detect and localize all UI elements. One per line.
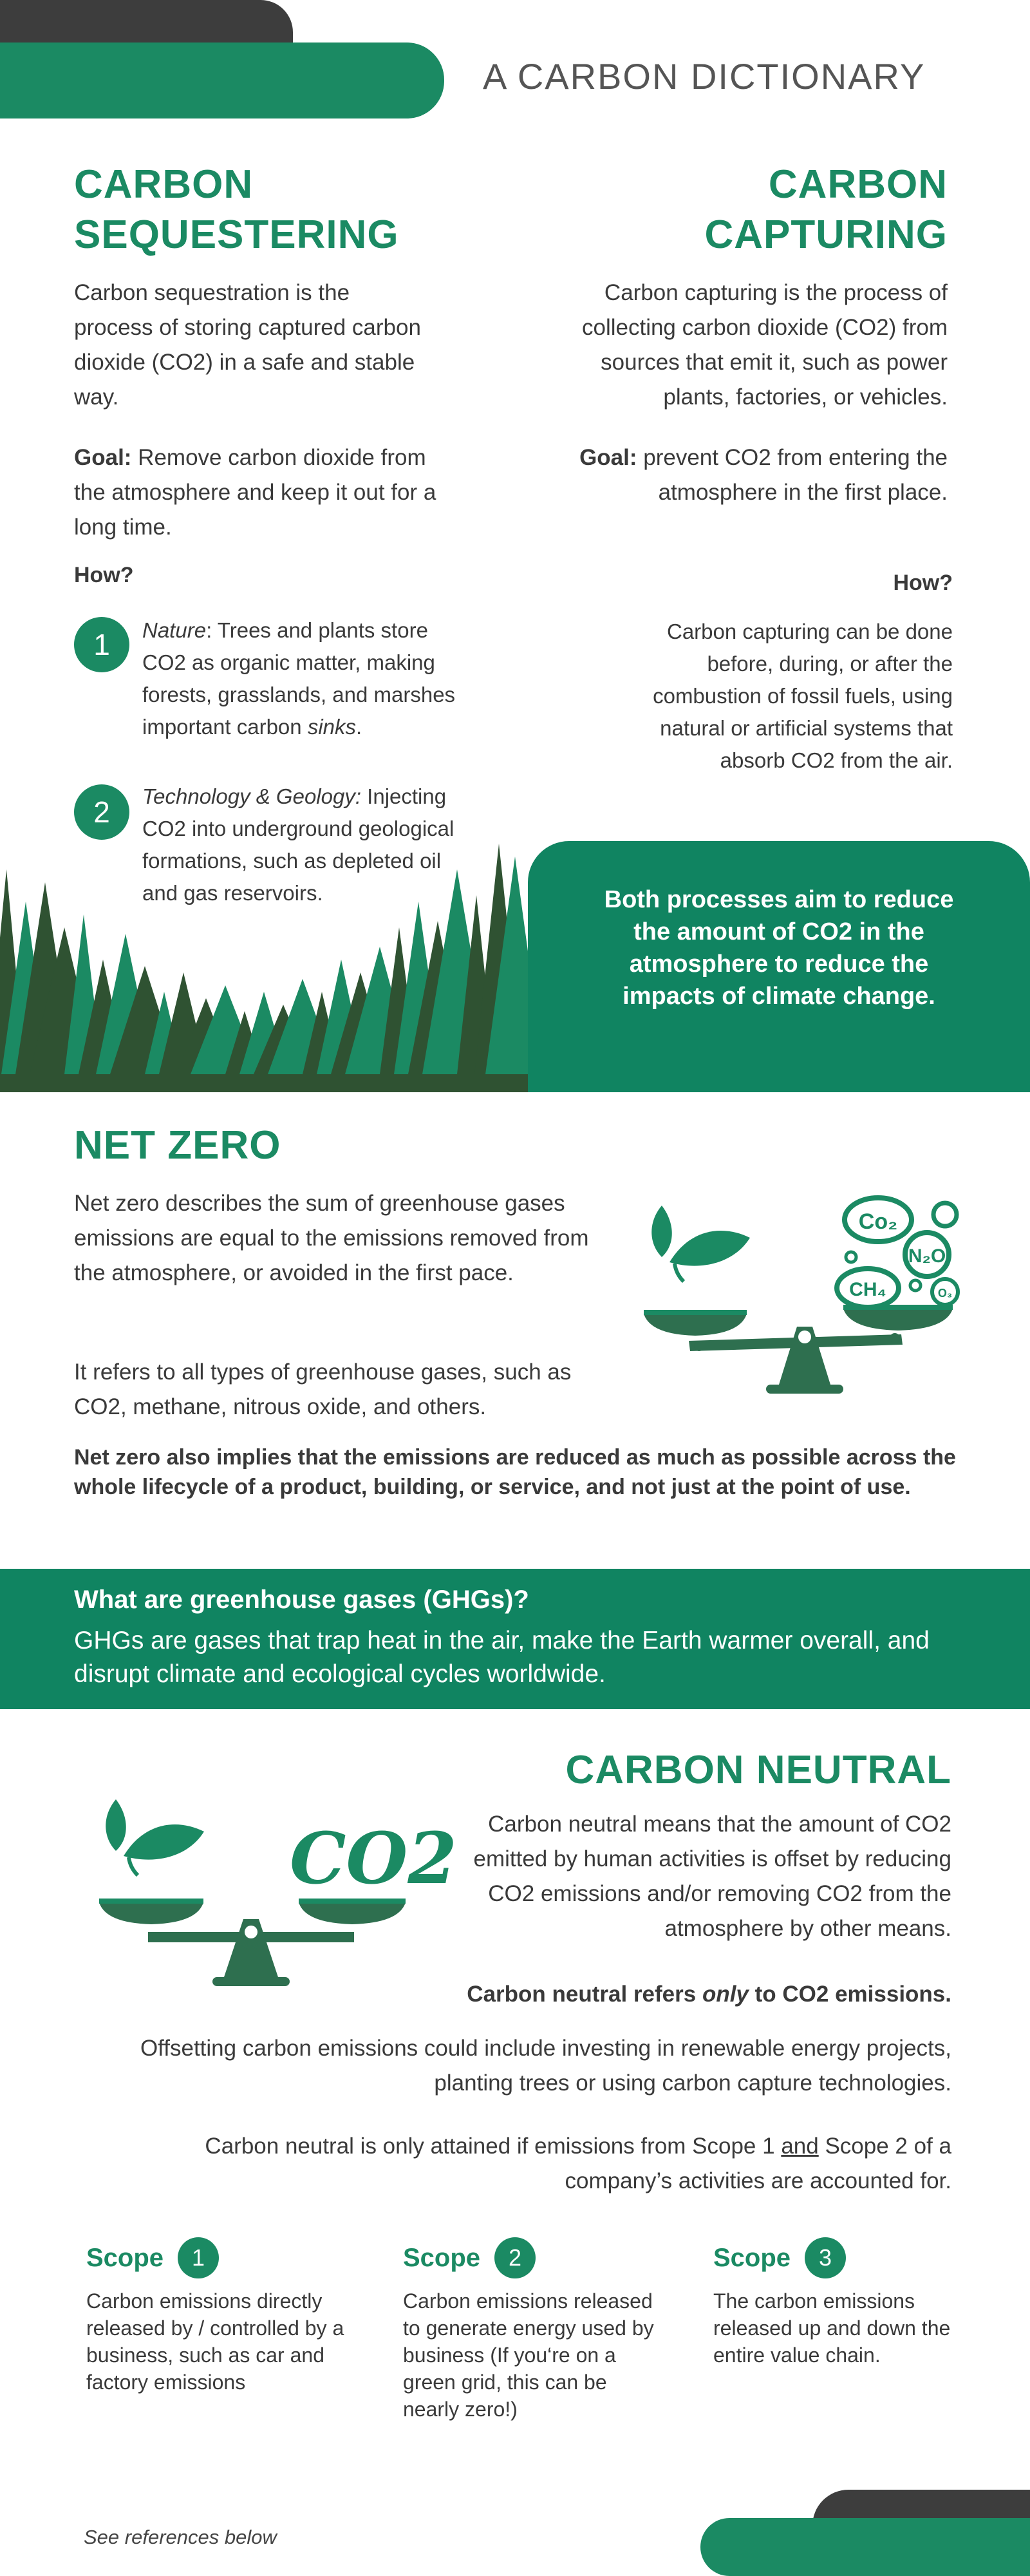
scope-3-label: Scope — [713, 2243, 791, 2272]
forest-ground — [0, 1072, 528, 1092]
carbon-neutral-p4-and: and — [781, 2134, 819, 2159]
carbon-neutral-scale-icon — [90, 1797, 457, 1990]
capturing-how-label: How? — [893, 571, 953, 595]
capturing-title-line2: CAPTURING — [704, 213, 948, 257]
carbon-neutral-p4 — [102, 2129, 951, 2199]
capturing-goal — [548, 440, 948, 510]
sequestering-section — [74, 160, 499, 588]
scope-2 — [403, 2237, 673, 2423]
sequestering-title-line1: CARBON — [74, 162, 254, 207]
both-processes-text: Both processes aim to reduce the amount of CO2 in the atmosphere to reduce the impacts of climate change. — [604, 886, 954, 1010]
carbon-neutral-p2 — [467, 1977, 951, 2012]
nature-end: . — [356, 715, 362, 739]
net-zero-scale-icon — [637, 1191, 972, 1404]
header-green-bar — [0, 43, 444, 118]
scope-3-number: 3 — [805, 2237, 846, 2278]
ghg-answer: GHGs are gases that trap heat in the air, make the Earth warmer overall, and disrupt climate and ecological cycles worldwide. — [74, 1627, 930, 1688]
sequestering-title-line2: SEQUESTERING — [74, 213, 399, 257]
scope-2-label: Scope — [403, 2243, 481, 2272]
net-zero-title: NET ZERO — [74, 1123, 281, 1168]
scope-1-label: Scope — [86, 2243, 164, 2272]
co2-icon-label: CO2 — [290, 1817, 457, 1900]
capturing-title-line1: CARBON — [768, 162, 948, 207]
references-note: See references below — [84, 2526, 277, 2548]
ghg-question: What are greenhouse gases (GHGs)? — [74, 1586, 529, 1614]
capturing-description: Carbon capturing is the process of collecting carbon dioxide (CO2) from sources that emit it, such as power plants, factories, or vehicles. — [581, 280, 948, 410]
scope-3 — [713, 2237, 971, 2369]
scope-3-text: The carbon emissions released up and down the entire value chain. — [713, 2289, 951, 2367]
sequestering-description: Carbon sequestration is the process of storing captured carbon dioxide (CO2) in a safe and stable way. — [74, 280, 421, 410]
carbon-neutral-p2-a: Carbon neutral refers — [467, 1982, 702, 2007]
carbon-neutral-p1: Carbon neutral means that the amount of CO2 emitted by human activities is offset by reducing CO2 emissions and/or removing CO2 from the atmosphere by other means. — [473, 1812, 951, 1941]
carbon-neutral-p2-only: only — [702, 1982, 749, 2007]
technology-text: Injecting CO2 into underground geological formations, such as depleted oil and gas reservoirs. — [142, 784, 454, 905]
scope-2-number: 2 — [494, 2237, 536, 2278]
nature-italic: Nature — [142, 618, 207, 642]
sequestering-item-1-text — [142, 614, 477, 743]
technology-italic: Technology & Geology: — [142, 784, 362, 808]
sequestering-goal-text: Remove carbon dioxide from the atmosphere and keep it out for a long time. — [74, 445, 436, 540]
scope-1 — [86, 2237, 357, 2396]
carbon-neutral-p3: Offsetting carbon emissions could include investing in renewable energy projects, planting trees or using carbon capture technologies. — [140, 2036, 951, 2096]
forest-trees — [0, 844, 545, 1074]
page-title: A CARBON DICTIONARY — [483, 56, 926, 97]
gas-label-o3: O₃ — [937, 1287, 953, 1300]
gas-label-co2: Co₂ — [858, 1209, 898, 1234]
nature-text: : Trees and plants store CO2 as organic matter, making forests, grasslands, and marshes important carbon — [142, 618, 456, 739]
capturing-goal-text: prevent CO2 from entering the atmosphere in the first place. — [637, 445, 948, 505]
number-badge-2: 2 — [74, 784, 129, 840]
sequestering-goal — [74, 440, 454, 545]
sequestering-title — [74, 160, 499, 260]
scope-1-text: Carbon emissions directly released by / controlled by a business, such as car and factory emissions — [86, 2289, 344, 2394]
capturing-how-text: Carbon capturing can be done before, during, or after the combustion of fossil fuels, using natural or artificial systems that absorb CO2 from the air. — [653, 620, 953, 772]
carbon-neutral-p4-b: Scope 2 of a company’s activities are accounted for. — [565, 2134, 951, 2193]
net-zero-p1: Net zero describes the sum of greenhouse gases emissions are equal to the emissions removed from the atmosphere, or avoided in the first pace. — [74, 1191, 589, 1285]
number-badge-1: 1 — [74, 617, 129, 672]
sequestering-how-label: How? — [74, 563, 134, 587]
net-zero-p2: It refers to all types of greenhouse gases, such as CO2, methane, nitrous oxide, and others. — [74, 1359, 572, 1419]
capturing-section — [541, 160, 948, 510]
scope-1-number: 1 — [178, 2237, 219, 2278]
carbon-neutral-p2-b: to CO2 emissions. — [748, 1982, 951, 2007]
footer-green-bar — [700, 2518, 1030, 2576]
capturing-title — [541, 160, 948, 260]
forest-illustration — [0, 831, 528, 1092]
carbon-neutral-p4-a: Carbon neutral is only attained if emissions from Scope 1 — [205, 2134, 782, 2159]
sequestering-goal-label: Goal: — [74, 445, 132, 470]
sinks-italic: sinks — [307, 715, 356, 739]
gas-label-n2o: N₂O — [908, 1245, 946, 1267]
capturing-goal-label: Goal: — [579, 445, 637, 470]
gas-label-ch4: CH₄ — [849, 1279, 886, 1300]
scope-2-text: Carbon emissions released to generate energy used by business (If you‘re on a green grid, this can be nearly zero!) — [403, 2289, 654, 2421]
carbon-neutral-title: CARBON NEUTRAL — [565, 1748, 951, 1792]
net-zero-p3: Net zero also implies that the emissions are reduced as much as possible across the whole lifecycle of a product, building, or service, and not just at the point of use. — [74, 1445, 956, 1499]
